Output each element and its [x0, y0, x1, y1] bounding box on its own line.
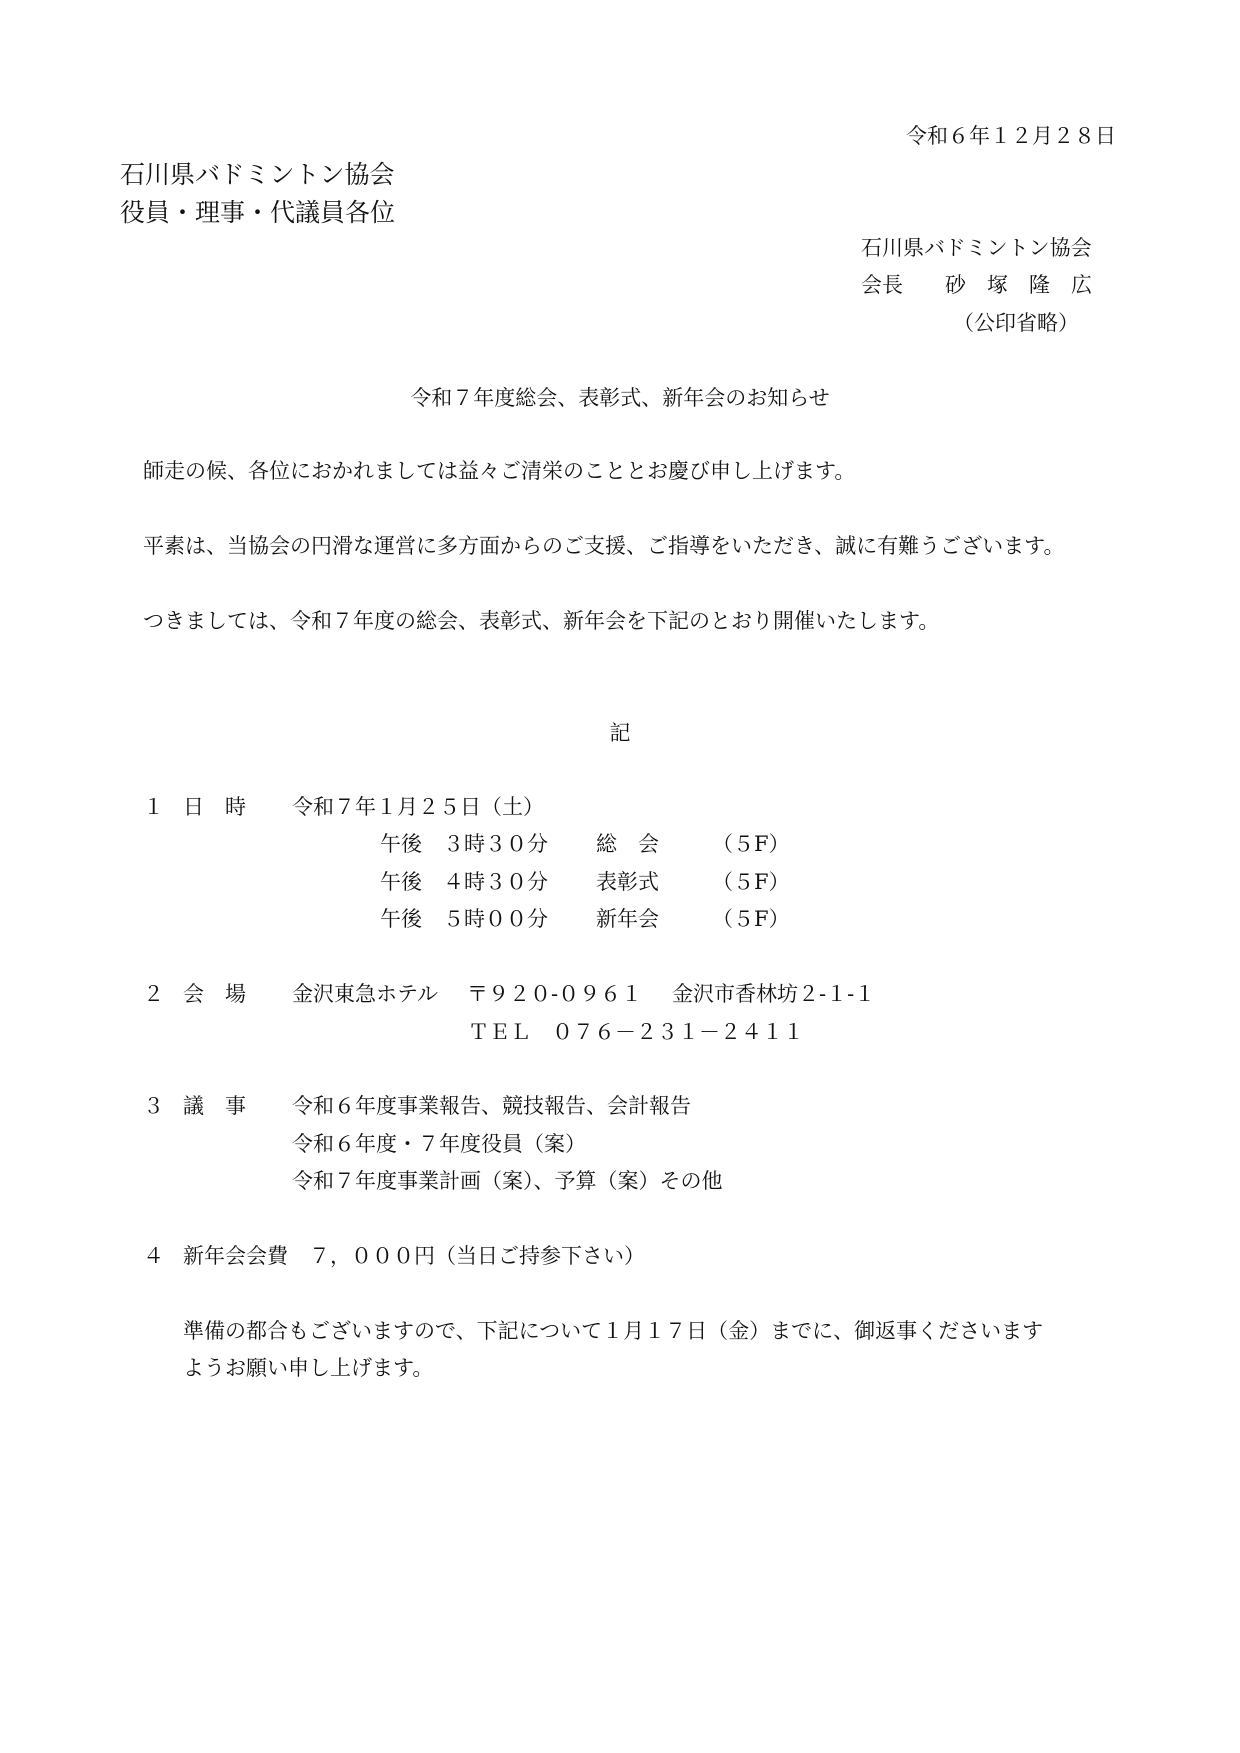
schedule-event: 表彰式	[596, 870, 659, 894]
schedule-event: 総 会	[596, 832, 659, 856]
venue-name: 金沢東急ホテル	[292, 982, 438, 1006]
agenda-line: 令和６年度事業報告、競技報告、会計報告	[292, 1094, 691, 1118]
schedule-event: 新年会	[596, 907, 659, 931]
sender-name: 砂 塚 隆 広	[945, 273, 1092, 297]
item1-date: 令和７年１月２５日（土）	[292, 795, 544, 819]
schedule-floor: （５F）	[712, 832, 790, 856]
item2-label: 会 場	[183, 982, 246, 1006]
thanks-paragraph: 平素は、当協会の円滑な運営に多方面からのご支援、ご指導をいただき、誠に有難うございます。	[143, 534, 1065, 558]
venue-tel: ＴＥＬ ０７６－２３１－２４１１	[468, 1020, 804, 1044]
venue-address: 金沢市香林坊２-１-１	[672, 982, 876, 1006]
item4-number: ４	[143, 1244, 164, 1268]
item1-label: 日 時	[183, 795, 246, 819]
sender-org: 石川県バドミントン協会	[861, 236, 1092, 260]
agenda-line: 令和６年度・７年度役員（案）	[292, 1132, 586, 1156]
subject-title: 令和７年度総会、表彰式、新年会のお知らせ	[410, 386, 830, 410]
announcement-paragraph: つきましては、令和７年度の総会、表彰式、新年会を下記のとおり開催いたします。	[143, 609, 940, 633]
seal-note: （公印省略）	[953, 311, 1079, 335]
schedule-time: 午後 ５時００分	[380, 907, 548, 931]
sender-title: 会長	[861, 273, 903, 297]
item3-number: ３	[143, 1094, 164, 1118]
schedule-time: 午後 ３時３０分	[380, 832, 548, 856]
recipient-org: 石川県バドミントン協会	[120, 160, 395, 189]
recipient-roles: 役員・理事・代議員各位	[120, 198, 396, 227]
document-date: 令和６年１２月２８日	[906, 124, 1116, 148]
greeting-paragraph: 師走の候、各位におかれましては益々ご清栄のこととお慶び申し上げます。	[143, 459, 856, 483]
fee-text: 新年会会費 ７，０００円（当日ご持参下さい）	[183, 1244, 645, 1268]
item3-label: 議 事	[183, 1094, 246, 1118]
schedule-floor: （５F）	[712, 907, 790, 931]
ki-heading: 記	[609, 721, 631, 745]
closing-line: 準備の都合もございますので、下記について１月１７日（金）までに、御返事くださいます	[183, 1319, 1044, 1343]
item1-number: １	[143, 795, 164, 819]
agenda-line: 令和７年度事業計画（案）、予算（案）その他	[292, 1169, 723, 1193]
venue-postal: 〒９２０-０９６１	[467, 982, 643, 1006]
item2-number: ２	[143, 982, 164, 1006]
closing-line: ようお願い申し上げます。	[183, 1356, 434, 1380]
schedule-time: 午後 ４時３０分	[380, 870, 548, 894]
schedule-floor: （５F）	[712, 870, 790, 894]
